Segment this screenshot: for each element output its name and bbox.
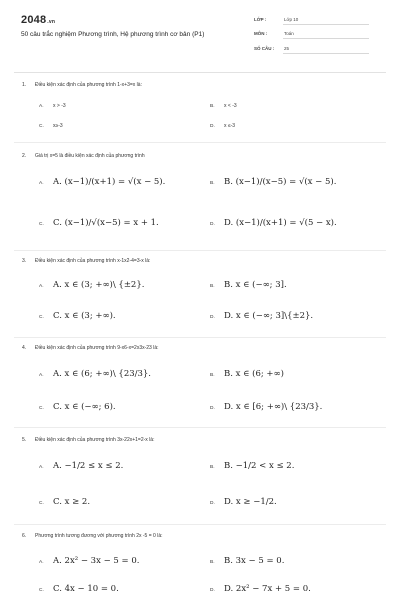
quiz-title: 50 câu trắc nghiệm Phương trình, Hệ phương trình cơ bản (P1)	[21, 31, 205, 38]
quiz-page: 2048.vn 50 câu trắc nghiệm Phương trình, Hệ phương trình cơ bản (P1) LỚP : Lớp 10 MÔN : Toán SỐ CÂU : 25 1. Điều kiện xác định của phương trình 1-x+3=x là: A. x > -3 B. x < -3 C. x≥-3 D. x ≤-3 2. Giá trị x=5 là điều kiện xác định của phương trình A. A. (x−1)/(x+1) = √(x − 5). B. B. (x−1)/(x−5) = √(x − 5). C. C. (x−1)/√(x−5) = x + 1. D. D. (x−1)/(x+1) = √(5 − x). 3. Điều kiện xác định của phương trình x-1x2-4=3-x là: A. A. x ∈ (3; +∞)\ {±2}. B. B. x ∈ (−∞; 3]. C. C. x ∈ (3; +∞). D. D. x ∈ (−∞; 3]\{±2}. 4. Điều kiện xác định của phương trình 9-x6-x=2x3x-23 là: A. A. x ∈ (6; +∞)\ {23/3}. B. B. x ∈ (6; +∞) C. C. x ∈ (−∞; 6). D. D. x ∈ [6; +∞)\ {23/3}. 5. Điều kiện xác định của phương trình 3x-22x+1=2-x là: A. A. −1/2 ≤ x ≤ 2. B. B. −1/2 < x ≤ 2. C. C. x ≥ 2. D. D. x ≥ −1/2. 6. Phương trình tương đương với phương trình 2x -5 = 0 là: A. A. 2x² − 3x − 5 = 0. B. B. 3x − 5 = 0. C. C. 4x − 10 = 0. D. D. 2x² − 7x + 5 = 0.	[0, 0, 400, 600]
question-number: 4.	[22, 345, 27, 351]
question-number: 5.	[22, 437, 27, 443]
question-number: 2.	[22, 153, 27, 159]
question-divider	[14, 250, 386, 251]
meta-label: SỐ CÂU :	[254, 46, 275, 51]
question-stem: Điều kiện xác định của phương trình x-1x2-4=3-x là:	[35, 258, 151, 264]
question-number: 3.	[22, 258, 27, 264]
meta-underline	[283, 53, 369, 54]
question-stem: Điều kiện xác định của phương trình 1-x+3=x là:	[35, 82, 142, 88]
meta-value: Lớp 10	[284, 17, 299, 22]
header-divider	[14, 72, 386, 73]
site-logo[interactable]: 2048.vn	[21, 14, 56, 26]
logo-suffix: .vn	[47, 19, 56, 25]
question-stem: Điều kiện xác định của phương trình 3x-22x+1=2-x là:	[35, 437, 155, 443]
question-stem: Phương trình tương đương với phương trình 2x -5 = 0 là:	[35, 533, 163, 539]
meta-label: LỚP :	[254, 17, 267, 22]
meta-underline	[283, 38, 369, 39]
question-divider	[14, 142, 386, 143]
quiz-header	[0, 0, 400, 72]
question-divider	[14, 427, 386, 428]
question-divider	[14, 524, 386, 525]
question-stem: Giá trị x=5 là điều kiện xác định của phương trình	[35, 153, 145, 159]
meta-value: Toán	[284, 31, 294, 36]
question-divider	[14, 337, 386, 338]
question-stem: Điều kiện xác định của phương trình 9-x6-x=2x3x-23 là:	[35, 345, 159, 351]
question-number: 1.	[22, 82, 27, 88]
meta-value: 25	[284, 46, 290, 51]
meta-underline	[283, 24, 369, 25]
question-number: 6.	[22, 533, 27, 539]
meta-label: MÔN :	[254, 31, 268, 36]
